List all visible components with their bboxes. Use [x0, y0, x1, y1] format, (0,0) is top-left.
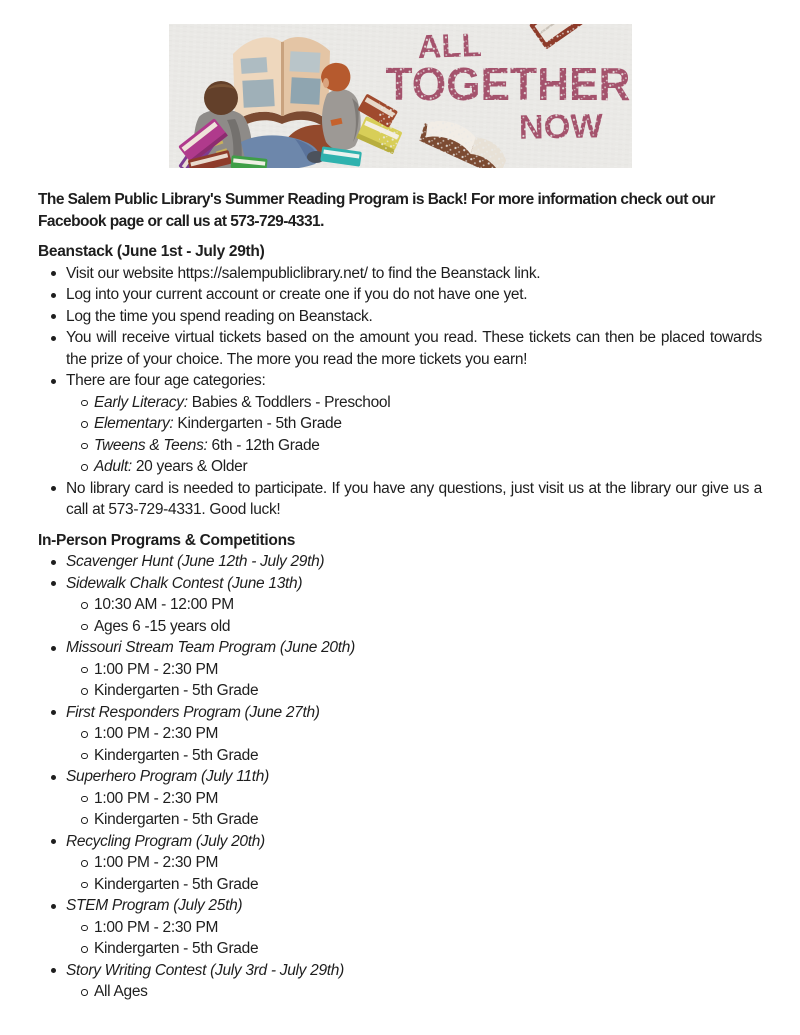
program-detail: 10:30 AM - 12:00 PM: [38, 594, 762, 616]
programs-heading: In-Person Programs & Competitions: [38, 531, 296, 549]
hero-banner: [169, 24, 632, 168]
program-detail: Kindergarten - 5th Grade: [38, 745, 762, 767]
program-title: Superhero Program (July 11th): [38, 766, 762, 788]
beanstack-heading: Beanstack (June 1st - July 29th): [38, 243, 265, 260]
stamp-texture-overlay: [379, 24, 632, 168]
program-detail: 1:00 PM - 2:30 PM: [38, 852, 762, 874]
program-detail: Ages 6 -15 years old: [38, 616, 762, 638]
age-category-item: [38, 413, 762, 435]
program-detail: 1:00 PM - 2:30 PM: [38, 917, 762, 939]
age-category-label: Tweens & Teens:: [94, 436, 208, 454]
age-category-value: Kindergarten - 5th Grade: [173, 415, 342, 432]
list-item: Log into your current account or create one if you do not have one yet.: [38, 284, 762, 306]
beanstack-list: [38, 263, 762, 521]
program-detail: Kindergarten - 5th Grade: [38, 938, 762, 960]
age-category-item: [38, 456, 762, 478]
program-detail: 1:00 PM - 2:30 PM: [38, 723, 762, 745]
age-category-label: Early Literacy:: [94, 393, 188, 411]
list-item: Log the time you spend reading on Beanstack.: [38, 306, 762, 328]
age-category-value: 6th - 12th Grade: [207, 436, 320, 454]
open-book-illustration: [233, 37, 330, 131]
program-detail: Kindergarten - 5th Grade: [38, 874, 762, 896]
program-title: STEM Program (July 25th): [38, 895, 762, 917]
program-title: First Responders Program (June 27th): [38, 702, 762, 724]
document-body: [38, 189, 762, 1003]
list-item: You will receive virtual tickets based on the amount you read. These tickets can then be placed towards the prize of your choice. The more you read the more tickets you earn!: [38, 327, 762, 370]
list-item: Visit our website https://salempubliclibrary.net/ to find the Beanstack link.: [38, 263, 762, 285]
intro-paragraph: The Salem Public Library's Summer Reading Program is Back! For more information check out our Facebook page or call us at 573-729-4331.: [38, 191, 715, 230]
program-detail: Kindergarten - 5th Grade: [38, 809, 762, 831]
program-title: Recycling Program (July 20th): [38, 831, 762, 853]
program-title: Missouri Stream Team Program (June 20th): [38, 637, 762, 659]
age-category-item: [38, 435, 762, 457]
age-category-value: 20 years & Older: [131, 458, 248, 475]
banner-title: [379, 24, 632, 168]
program-title: Story Writing Contest (July 3rd - July 29th): [38, 960, 762, 982]
program-detail: All Ages: [38, 981, 762, 1003]
program-title: Sidewalk Chalk Contest (June 13th): [38, 573, 762, 595]
hero-banner-image: [169, 24, 632, 168]
program-title: Scavenger Hunt (June 12th - July 29th): [38, 551, 762, 573]
list-item: No library card is needed to participate. If you have any questions, just visit us at the library our give us a call at 573-729-4331. Good luck!: [38, 478, 762, 521]
age-category-value: Babies & Toddlers - Preschool: [187, 393, 391, 411]
program-detail: 1:00 PM - 2:30 PM: [38, 788, 762, 810]
age-category-item: [38, 392, 762, 414]
list-item: There are four age categories:: [38, 370, 762, 392]
program-detail: 1:00 PM - 2:30 PM: [38, 659, 762, 681]
age-category-label: Adult:: [94, 458, 132, 475]
program-detail: Kindergarten - 5th Grade: [38, 680, 762, 702]
age-category-label: Elementary:: [94, 415, 174, 432]
programs-list: [38, 551, 762, 1003]
